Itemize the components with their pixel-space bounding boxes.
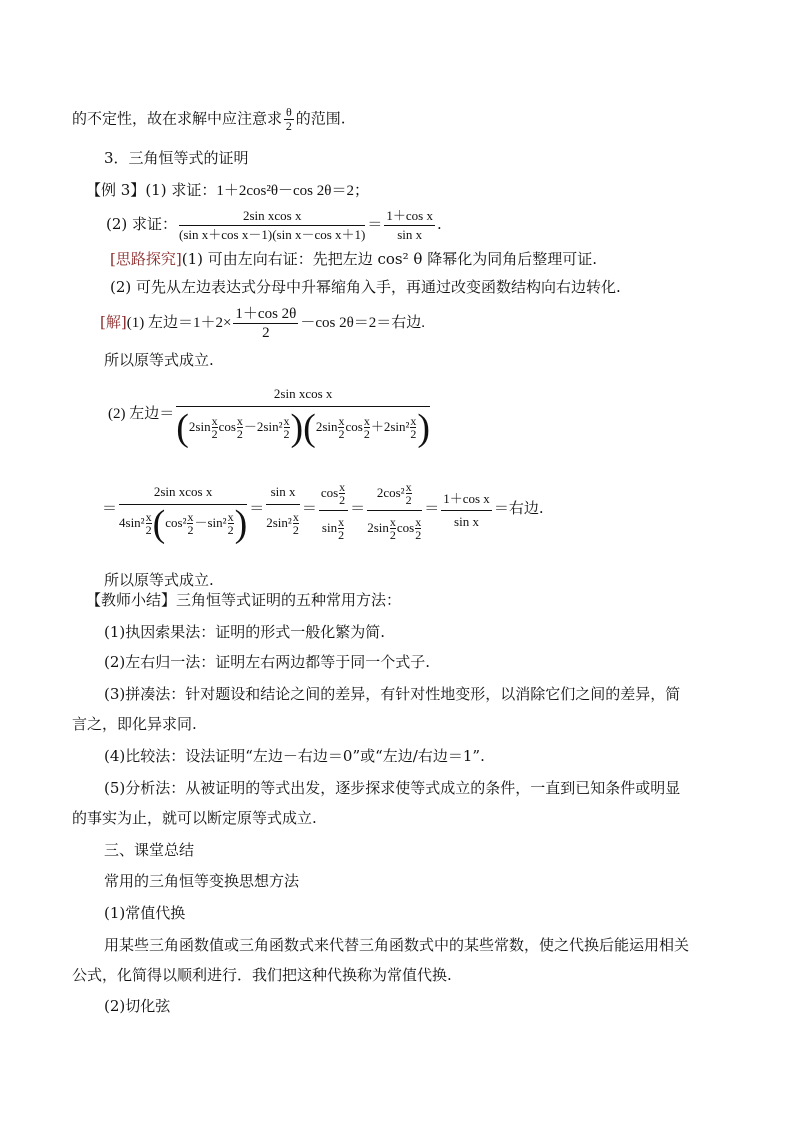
num: x bbox=[211, 414, 218, 429]
section-3-title: 3．三角恒等式的证明 bbox=[104, 149, 249, 167]
den-term: 4sin² bbox=[119, 514, 145, 530]
den-term: 2sin bbox=[315, 418, 338, 434]
section-three-title: 三、课堂总结 bbox=[104, 841, 195, 859]
num: x bbox=[363, 414, 370, 429]
method-2: (2)左右归一法：证明左右两边都等于同一个式子. bbox=[104, 653, 431, 671]
part-2-rhs-fraction bbox=[384, 207, 435, 244]
teacher-summary bbox=[86, 590, 401, 610]
frac-num: 1＋cos x bbox=[441, 488, 492, 511]
den-term: 2sin bbox=[367, 519, 389, 535]
den-term: cos bbox=[396, 519, 415, 535]
den-term: －sin² bbox=[194, 514, 227, 530]
part-label: (2) 求证： bbox=[106, 215, 178, 233]
frac-num: 2sin xcos x bbox=[119, 480, 247, 505]
paren-open: ( bbox=[303, 406, 316, 449]
den-term: cos bbox=[345, 418, 363, 434]
paren-open: ( bbox=[176, 406, 189, 449]
frac-num: 2sin xcos x bbox=[176, 382, 430, 407]
solution-2-fraction bbox=[176, 382, 430, 447]
part-2-lhs-fraction bbox=[179, 207, 365, 244]
frac-num: 2sin xcos x bbox=[179, 207, 365, 226]
den-term: 2sin² bbox=[266, 514, 292, 530]
example-tag: 【例 3】 bbox=[86, 181, 146, 199]
solution-tag: [解] bbox=[100, 313, 127, 331]
part-label: (1) 求证： bbox=[145, 181, 217, 199]
period: . bbox=[436, 215, 442, 233]
step-e-fraction bbox=[441, 488, 492, 533]
item-1-text-line-2: 公式，化简得以顺利进行．我们把这种代换称为常值代换. bbox=[72, 966, 452, 984]
solution-prefix: (2) 左边＝ bbox=[108, 406, 175, 422]
den: 2 bbox=[339, 493, 346, 508]
equals: ＝ bbox=[424, 501, 440, 517]
hint-line-1 bbox=[110, 249, 597, 269]
method-5-line-1: (5)分析法：从被证明的等式出发，逐步探求使等式成立的条件，一直到已知条件或明显 bbox=[104, 779, 681, 797]
den: 2 bbox=[363, 427, 370, 442]
den: 2 bbox=[283, 427, 290, 442]
x-half bbox=[390, 516, 396, 541]
intro-text-end: 的范围. bbox=[295, 109, 346, 128]
num: x bbox=[283, 414, 290, 429]
step-c-fraction bbox=[319, 476, 348, 545]
method-3-line-2: 言之，即化异求同. bbox=[72, 715, 197, 733]
x-half bbox=[228, 511, 234, 536]
method-1: (1)执因索果法：证明的形式一般化繁为简. bbox=[104, 623, 386, 641]
hint-text: (1) 可由左向右证：先把左边 cos² θ 降幂化为同角后整理可证. bbox=[181, 250, 597, 268]
num-term: 2cos² bbox=[376, 484, 405, 500]
paren-close: ) bbox=[234, 502, 248, 545]
method-5-line-2: 的事实为止，就可以断定原等式成立. bbox=[72, 809, 317, 827]
common-methods-heading: 常用的三角恒等变换思想方法 bbox=[104, 872, 300, 890]
num-term: cos bbox=[320, 484, 339, 500]
num: x bbox=[410, 414, 417, 429]
frac-den bbox=[119, 502, 248, 545]
method-3-line-1: (3)拼凑法：针对题设和结论之间的差异，有针对性地变形，以消除它们之间的差异，简 bbox=[104, 685, 681, 703]
frac-den: sin x bbox=[454, 513, 479, 529]
item-2-title: (2)切化弦 bbox=[104, 997, 171, 1015]
num: x bbox=[145, 510, 152, 525]
den: 2 bbox=[227, 523, 234, 538]
equals: ＝ bbox=[249, 501, 265, 517]
frac-num bbox=[367, 476, 422, 511]
num: x bbox=[415, 515, 422, 530]
den-term: ＋2sin² bbox=[370, 418, 410, 434]
num: x bbox=[405, 480, 412, 495]
equals: ＝ bbox=[301, 501, 317, 517]
step-b-fraction bbox=[266, 480, 300, 541]
den: 2 bbox=[389, 528, 396, 543]
frac-num: θ bbox=[286, 105, 292, 119]
x-half bbox=[237, 415, 243, 440]
x-half bbox=[293, 511, 299, 536]
summary-tag: 【教师小结】 bbox=[86, 591, 177, 609]
frac-den: sin x bbox=[397, 226, 423, 242]
den-term: cos bbox=[218, 418, 236, 434]
solution-1-conclusion: 所以原等式成立. bbox=[104, 351, 214, 369]
hint-line-2: (2) 可先从左边表达式分母中升幂缩角入手，再通过改变函数结构向右边转化. bbox=[110, 278, 621, 296]
x-half bbox=[339, 481, 345, 506]
part-1-expression: 1＋2cos²θ－cos 2θ＝2； bbox=[216, 183, 369, 199]
paren-close: ) bbox=[290, 406, 304, 449]
frac-den: 2 bbox=[285, 119, 292, 133]
chain-end: ＝右边. bbox=[493, 499, 544, 517]
solution-prefix: (1) 左边＝1＋2× bbox=[126, 315, 232, 331]
hint-tag: [思路探究] bbox=[110, 250, 182, 268]
paren-close: ) bbox=[417, 406, 431, 449]
num: x bbox=[338, 515, 345, 530]
den-term: cos² bbox=[165, 514, 187, 530]
den-term: sin bbox=[321, 519, 338, 535]
example-3-part-1 bbox=[86, 180, 369, 201]
solution-part-1 bbox=[100, 300, 425, 345]
equals: ＝ bbox=[102, 501, 118, 517]
num: x bbox=[338, 414, 345, 429]
x-half bbox=[338, 415, 344, 440]
item-1-title: (1)常值代换 bbox=[104, 904, 186, 922]
x-half bbox=[406, 481, 412, 506]
den: 2 bbox=[292, 523, 299, 538]
frac-num: 1＋cos x bbox=[384, 207, 435, 226]
solution-suffix: －cos 2θ＝2＝右边. bbox=[300, 315, 426, 331]
den: 2 bbox=[187, 523, 194, 538]
num: x bbox=[187, 510, 194, 525]
x-half bbox=[338, 516, 344, 541]
frac-den bbox=[176, 407, 430, 447]
frac-num: sin x bbox=[266, 480, 300, 505]
x-half bbox=[364, 415, 370, 440]
paren-open: ( bbox=[152, 502, 166, 545]
num: x bbox=[236, 414, 243, 429]
num: x bbox=[292, 510, 299, 525]
x-half bbox=[410, 415, 416, 440]
solution-part-2 bbox=[108, 378, 432, 449]
step-a-fraction bbox=[119, 480, 248, 545]
item-1-text-line-1: 用某些三角函数值或三角函数式来代替三角函数式中的某些常数，使之代换后能运用相关 bbox=[104, 936, 690, 954]
den: 2 bbox=[211, 427, 218, 442]
den: 2 bbox=[236, 427, 243, 442]
den: 2 bbox=[410, 427, 417, 442]
den: 2 bbox=[405, 493, 412, 508]
example-3-part-2 bbox=[106, 202, 442, 247]
intro-line bbox=[72, 106, 346, 133]
den-term: －2sin² bbox=[243, 418, 283, 434]
den: 2 bbox=[338, 427, 345, 442]
x-half bbox=[146, 511, 152, 536]
den-term: 2sin bbox=[188, 418, 211, 434]
frac-num bbox=[319, 476, 348, 511]
x-half bbox=[415, 516, 421, 541]
summary-title: 三角恒等式证明的五种常用方法： bbox=[176, 591, 402, 609]
frac-den: 2 bbox=[262, 324, 270, 341]
step-d-fraction bbox=[367, 476, 422, 545]
num: x bbox=[389, 515, 396, 530]
x-half bbox=[284, 415, 290, 440]
x-half bbox=[212, 415, 218, 440]
solution-1-fraction bbox=[233, 305, 298, 342]
frac-den bbox=[367, 511, 422, 545]
frac-den: (sin x＋cos x－1)(sin x－cos x＋1) bbox=[179, 226, 366, 242]
equals: ＝ bbox=[367, 217, 383, 233]
den: 2 bbox=[415, 528, 422, 543]
frac-den bbox=[319, 511, 348, 545]
num: x bbox=[339, 480, 346, 495]
frac-den bbox=[266, 505, 300, 541]
solution-2-conclusion: 所以原等式成立. bbox=[104, 571, 214, 589]
theta-half-fraction bbox=[284, 106, 294, 133]
method-4: (4)比较法：设法证明“左边－右边＝0”或“左边/右边＝1”. bbox=[104, 747, 485, 765]
equals: ＝ bbox=[350, 501, 366, 517]
den: 2 bbox=[145, 523, 152, 538]
solution-chain bbox=[102, 470, 544, 547]
intro-text: 的不定性，故在求解中应注意求 bbox=[72, 109, 283, 128]
frac-num: 1＋cos 2θ bbox=[235, 305, 297, 322]
x-half bbox=[187, 511, 193, 536]
num: x bbox=[227, 510, 234, 525]
den: 2 bbox=[338, 528, 345, 543]
